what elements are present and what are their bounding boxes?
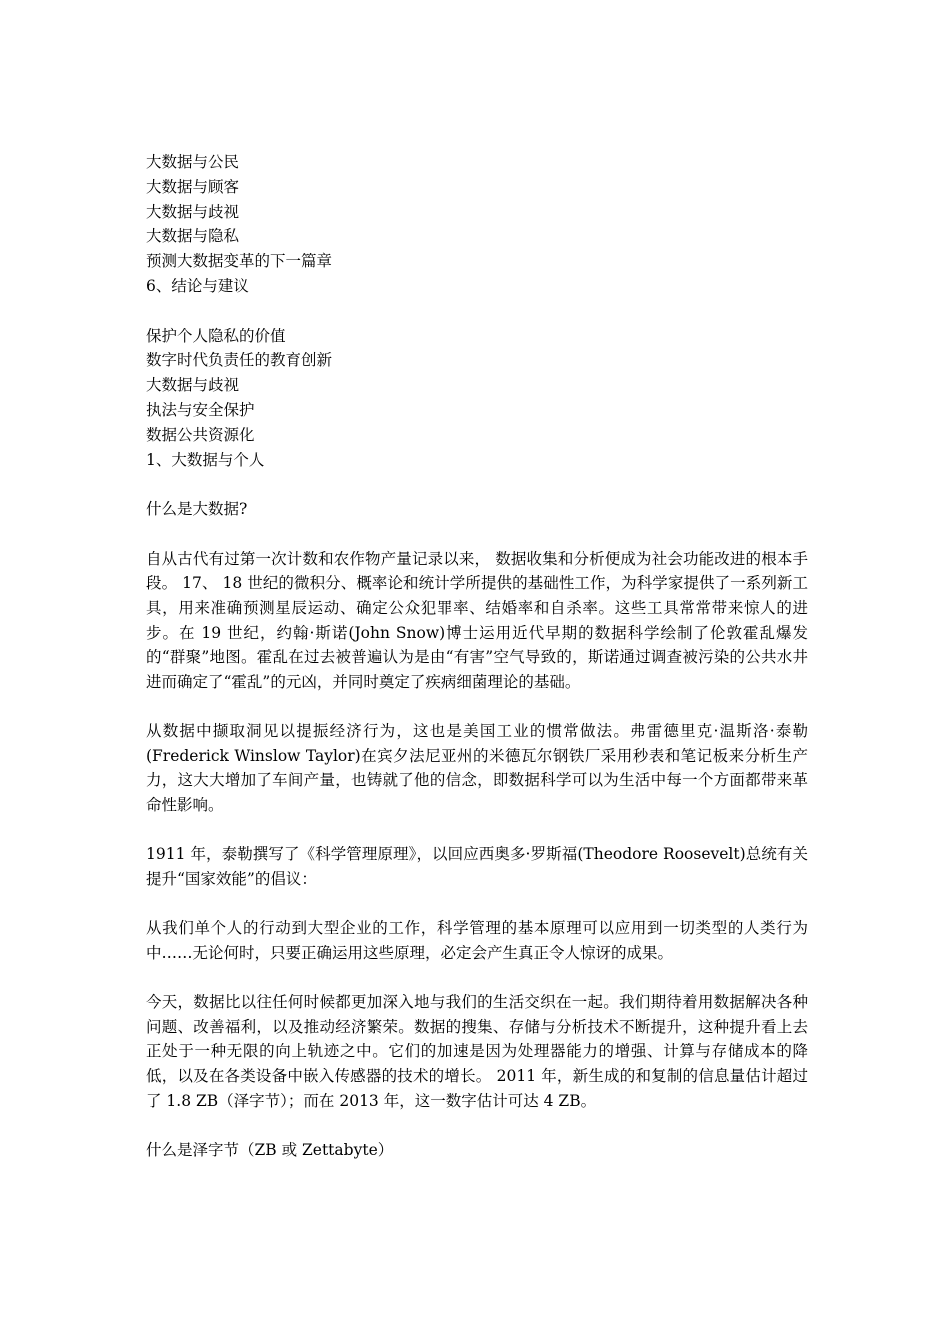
toc-item: 大数据与歧视 bbox=[146, 202, 240, 221]
toc-item: 1、大数据与个人 bbox=[146, 450, 265, 469]
spacer bbox=[146, 694, 808, 719]
quote-paragraph: 从我们单个人的行动到大型企业的工作，科学管理的基本原理可以应用到一切类型的人类行为中……无论何时，只要正确运用这些原理，必定会产生真正令人惊讶的成果。 bbox=[146, 919, 808, 962]
body-paragraph: 1911 年，泰勒撰写了《科学管理原理》，以回应西奥多·罗斯福(Theodore Roosevelt)总统有关提升“国家效能”的倡议： bbox=[146, 845, 808, 888]
toc-list-b bbox=[146, 324, 808, 473]
spacer bbox=[146, 817, 808, 842]
body-paragraph: 今天，数据比以往任何时候都更加深入地与我们的生活交织在一起。我们期待着用数据解决各种问题、改善福利，以及推动经济繁荣。数据的搜集、存储与分析技术不断提升，这种提升看上去正处于一种无限的向上轨迹之中。它们的加速是因为处理器能力的增强、计算与存储成本的降低，以及在各类设备中嵌入传感器的技术的增长。 2011 年，新生成的和复制的信息量估计超过了 1.8 ZB（泽字节）；而在 2013 年，这一数字估计可达 4 ZB。 bbox=[146, 993, 808, 1110]
toc-item: 执法与安全保护 bbox=[146, 400, 255, 419]
section-question: 什么是大数据? bbox=[146, 500, 248, 519]
spacer bbox=[146, 1113, 808, 1138]
toc-item: 6、结论与建议 bbox=[146, 276, 249, 295]
body-paragraph: 从数据中撷取洞见以提振经济行为，这也是美国工业的惯常做法。弗雷德里克·温斯洛·泰勒(Frederick Winslow Taylor)在宾夕法尼亚州的米德瓦尔钢铁厂采用秒表和笔记板来分析生产力，这大大增加了车间产量，也铸就了他的信念，即数据科学可以为生活中每一个方面都带来革命性影响。 bbox=[146, 722, 808, 814]
toc-item: 预测大数据变革的下一篇章 bbox=[146, 252, 333, 271]
body-paragraph: 自从古代有过第一次计数和农作物产量记录以来， 数据收集和分析便成为社会功能改进的根本手段。 17、 18 世纪的微积分、概率论和统计学所提供的基础性工作，为科学家提供了一系列新工具，用来准确预测星辰运动、确定公众犯罪率、结婚率和自杀率。这些工具常常带来惊人的进步。在 19 世纪，约翰·斯诺(John Snow)博士运用近代早期的数据科学绘制了伦敦霍乱爆发的“群聚”地图。霍乱在过去被普遍认为是由“有害”空气导致的，斯诺通过调查被污染的公共水井进而确定了“霍乱”的元凶，并同时奠定了疾病细菌理论的基础。 bbox=[146, 549, 808, 691]
toc-item: 数据公共资源化 bbox=[146, 425, 255, 444]
toc-item: 保护个人隐私的价值 bbox=[146, 326, 286, 345]
spacer bbox=[146, 472, 808, 497]
spacer bbox=[146, 299, 808, 324]
toc-item: 大数据与隐私 bbox=[146, 227, 240, 246]
spacer bbox=[146, 965, 808, 990]
document-page bbox=[146, 150, 808, 1163]
toc-item: 大数据与歧视 bbox=[146, 376, 240, 395]
spacer bbox=[146, 891, 808, 916]
toc-item: 大数据与顾客 bbox=[146, 177, 240, 196]
toc-item: 数字时代负责任的教育创新 bbox=[146, 351, 333, 370]
toc-item: 大数据与公民 bbox=[146, 153, 240, 171]
section-question: 什么是泽字节（ZB 或 Zettabyte） bbox=[146, 1141, 394, 1160]
toc-list-a bbox=[146, 150, 808, 299]
spacer bbox=[146, 522, 808, 547]
